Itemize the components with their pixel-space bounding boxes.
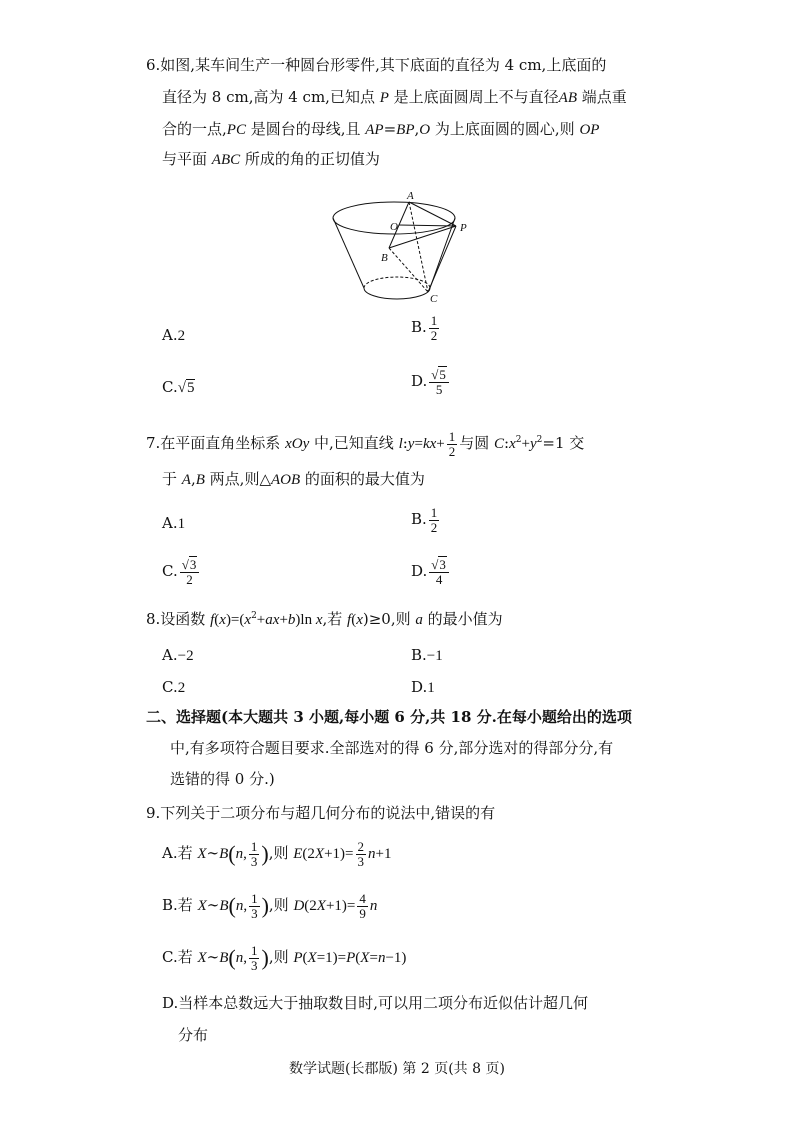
sqrt: √5 (177, 380, 195, 396)
segment-op (399, 225, 456, 226)
fraction: $\frac{1}{2}$ (448, 429, 456, 459)
fraction: $\frac{√5}{5}$ (429, 368, 449, 396)
lower-base-front (364, 288, 430, 299)
q6-line-3: 合的一点,PC 是圆台的母线,且 AP=BP,O 为上底面圆的圆心,则 OP (162, 120, 600, 138)
q8-option-d: D.1 (411, 678, 435, 696)
fraction: $\frac{2}{3}$ (357, 839, 365, 869)
fraction: $\frac{1}{2}$ (430, 505, 438, 535)
q8-option-c: C.2 (162, 678, 186, 696)
q6-option-b: B. $\frac{1}{2}$ (411, 313, 438, 343)
fraction: $\frac{1}{2}$ (430, 313, 438, 343)
q9-option-d-line-1: D.当样本总数远大于抽取数目时,可以用二项分布近似估计超几何 (162, 994, 589, 1012)
section-2-heading: 二、选择题(本大题共 3 小题,每小题 6 分,共 18 分.在每小题给出的选项 (146, 708, 632, 726)
q6-line-1: 6.如图,某车间生产一种圆台形零件,其下底面的直径为 4 cm,上底面的 (146, 56, 607, 74)
q7-line-1: 7.在平面直角坐标系 xOy 中,已知直线 l:y=kx+ $\frac{1}{2}$ 与圆 $C:x^2+y^2=1$ 交 (146, 429, 585, 459)
q9-option-c: C.若 X∼B(n, $\frac{1}{3}$ ),则 P(X=1)=P(X=n−1) (162, 943, 407, 973)
fraction: $\frac{√3}{2}$ (180, 558, 200, 586)
fraction: $\frac{1}{3}$ (250, 943, 258, 973)
q9-stem: 9.下列关于二项分布与超几何分布的说法中,错误的有 (146, 804, 496, 822)
segment-bc (389, 248, 428, 292)
q6-line-2: 直径为 8 cm,高为 4 cm,已知点 P 是上底面圆周上不与直径AB 端点重 (162, 88, 627, 106)
fraction: $\frac{1}{3}$ (251, 891, 258, 921)
generatrix-pc (428, 226, 456, 292)
q8-line: 8.设函数 $f(x)=(x^2+ax+b)\ln$ x,若 f(x)≥0,则 a 的最小值为 (146, 610, 503, 628)
q8-option-b: B.−1 (411, 646, 443, 664)
section-2-line-2: 中,有多项符合题目要求.全部选对的得 6 分,部分选对的得部分分,有 (170, 739, 614, 757)
q8-option-a: A.−2 (162, 646, 194, 664)
q7-option-b: B. $\frac{1}{2}$ (411, 505, 438, 535)
q7-option-a: A.1 (162, 514, 186, 532)
section-2-line-3: 选错的得 0 分.) (170, 770, 275, 788)
q6-option-d: D. $\frac{√5}{5}$ (411, 368, 451, 396)
fraction: $\frac{√3}{4}$ (429, 558, 449, 586)
label-c: C (430, 293, 438, 305)
q6-option-a: A.2 (162, 326, 186, 344)
frustum-figure (330, 188, 475, 308)
q6-option-c: C.√5 (162, 378, 195, 396)
q9-option-a: A.若 X∼B(n, $\frac{1}{3}$ ),则 E(2X+1)= $\frac{2}{3}$ n+1 (162, 839, 392, 869)
q7-option-c: C. $\frac{√3}{2}$ (162, 558, 201, 586)
q9-option-b: B.若 X∼B(n, $\frac{1}{3}$ ),则 D(2X+1)= $\frac{4}{9}$ n (162, 891, 378, 921)
label-b: B (381, 252, 388, 264)
q7-option-d: D. $\frac{√3}{4}$ (411, 558, 451, 586)
page-footer: 数学试题(长郡版) 第 2 页(共 8 页) (289, 1061, 505, 1077)
q6-line-4: 与平面 ABC 所成的角的正切值为 (162, 150, 380, 168)
label-o: O (390, 221, 398, 233)
q7-line-2: 于 A,B 两点,则△AOB 的面积的最大值为 (162, 470, 425, 488)
fraction: $\frac{1}{3}$ (250, 839, 258, 869)
label-p: P (460, 222, 467, 234)
fraction: $\frac{4}{9}$ (359, 891, 366, 921)
label-a: A (407, 190, 414, 202)
q9-option-d-line-2: 分布 (178, 1026, 209, 1044)
